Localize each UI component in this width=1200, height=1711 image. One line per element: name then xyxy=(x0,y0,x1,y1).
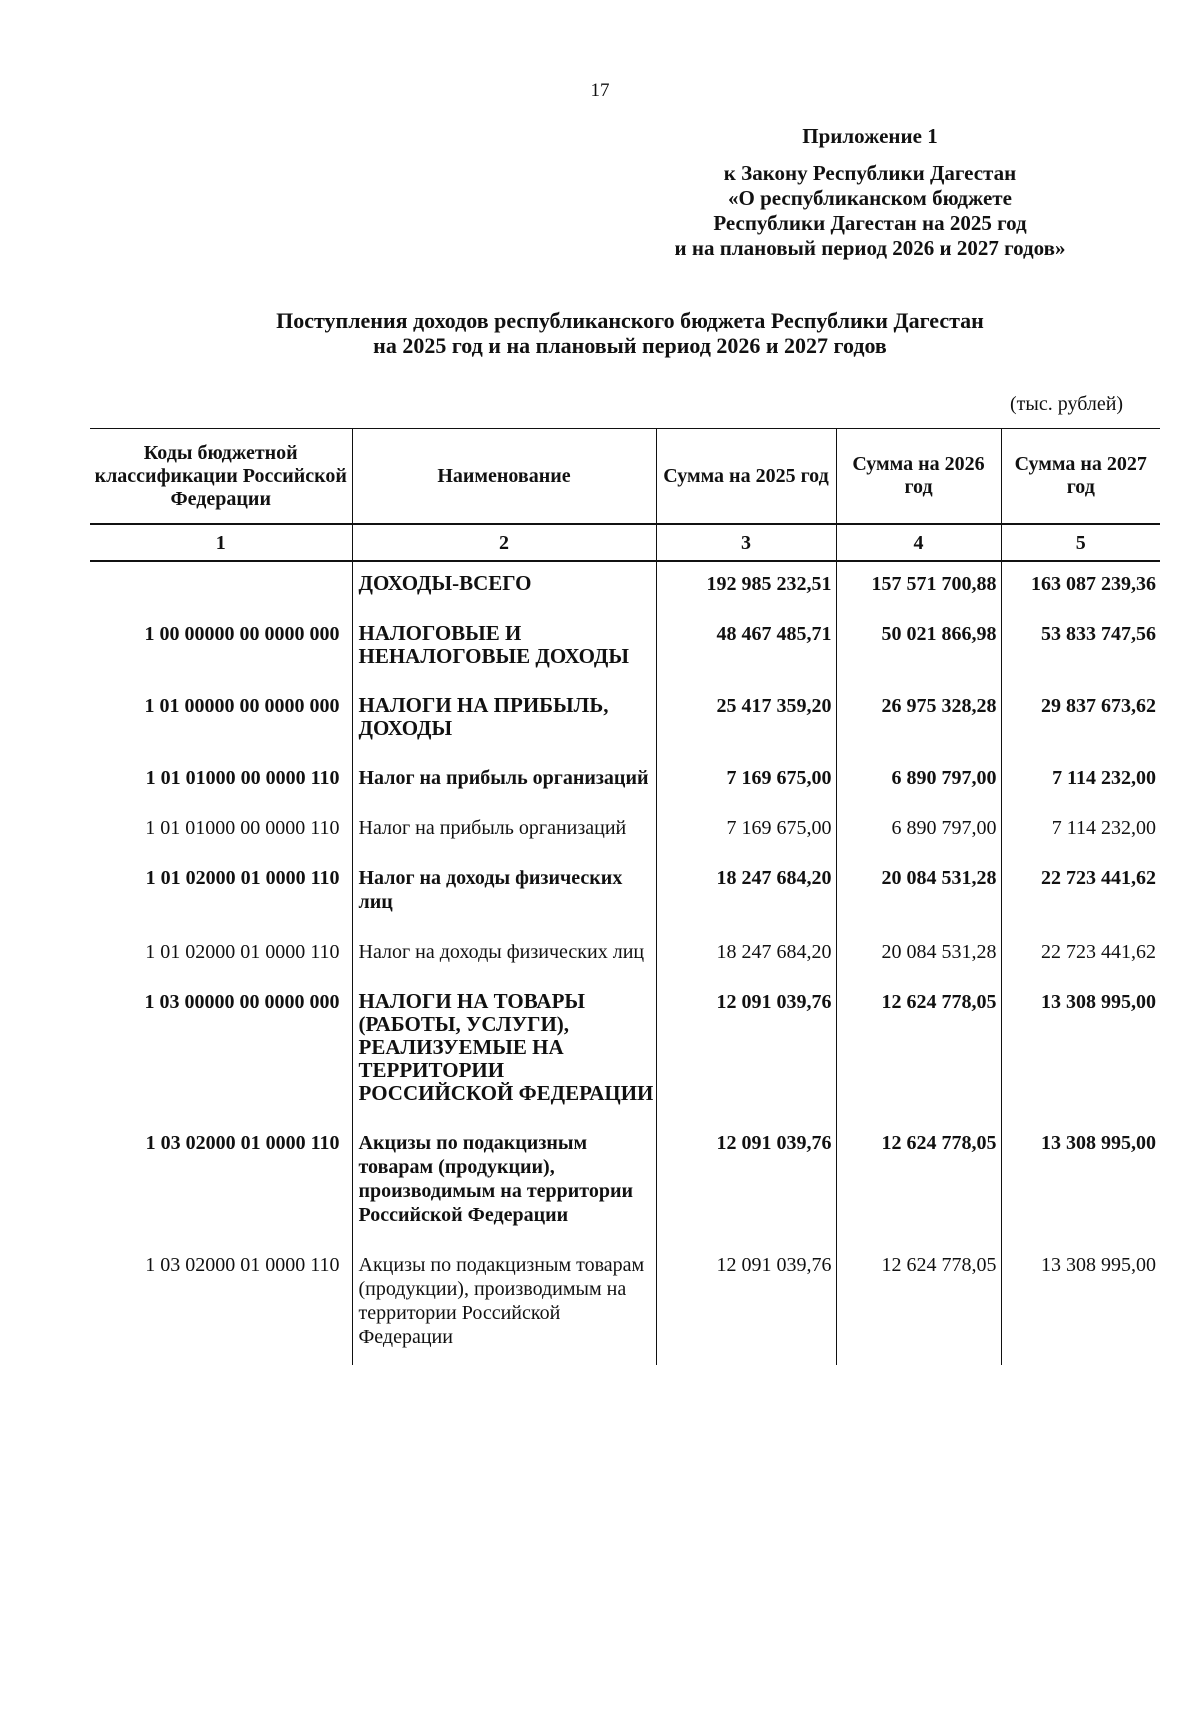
table-row xyxy=(90,980,1160,1121)
row-sum-2027: 53 833 747,56 xyxy=(1001,612,1160,684)
appendix-line-3: Республики Дагестан на 2025 год xyxy=(713,211,1027,235)
column-number: 1 xyxy=(90,524,352,561)
column-number-row xyxy=(90,524,1160,561)
row-name: НАЛОГИ НА ПРИБЫЛЬ, ДОХОДЫ xyxy=(352,684,656,756)
document-title-line-1: Поступления доходов республиканского бюджета Республики Дагестан xyxy=(276,308,984,333)
row-sum-2025: 12 091 039,76 xyxy=(656,1243,836,1365)
row-name: НАЛОГОВЫЕ И НЕНАЛОГОВЫЕ ДОХОДЫ xyxy=(352,612,656,684)
row-sum-2026: 26 975 328,28 xyxy=(836,684,1001,756)
table-row xyxy=(90,856,1160,930)
row-sum-2027: 7 114 232,00 xyxy=(1001,756,1160,806)
appendix-title: Приложение 1 xyxy=(802,124,938,148)
column-number: 2 xyxy=(352,524,656,561)
column-number: 5 xyxy=(1001,524,1160,561)
appendix-line-2: «О республиканском бюджете xyxy=(728,186,1012,210)
page-number: 17 xyxy=(590,80,610,101)
row-code: 1 01 01000 00 0000 110 xyxy=(145,767,340,789)
row-code: 1 00 00000 00 0000 000 xyxy=(144,623,340,645)
units-label: (тыс. рублей) xyxy=(1010,393,1124,415)
row-name: Налог на прибыль организаций xyxy=(352,756,656,806)
table-row xyxy=(90,930,1160,980)
column-number: 3 xyxy=(656,524,836,561)
row-sum-2027: 29 837 673,62 xyxy=(1001,684,1160,756)
row-sum-2027: 163 087 239,36 xyxy=(1001,561,1160,612)
row-code: 1 03 02000 01 0000 110 xyxy=(145,1132,340,1154)
header-code: Коды бюджетной классификации Российской Федерации xyxy=(90,429,352,525)
row-sum-2027: 22 723 441,62 xyxy=(1001,856,1160,930)
column-number: 4 xyxy=(836,524,1001,561)
row-name: НАЛОГИ НА ТОВАРЫ (РАБОТЫ, УСЛУГИ), РЕАЛИЗУЕМЫЕ НА ТЕРРИТОРИИ РОССИЙСКОЙ ФЕДЕРАЦИИ xyxy=(352,980,656,1121)
row-name: Акцизы по подакцизным товарам (продукции), производимым на территории Российской Федерации xyxy=(352,1243,656,1365)
row-code: 1 01 02000 01 0000 110 xyxy=(145,867,340,889)
row-sum-2025: 7 169 675,00 xyxy=(656,756,836,806)
row-sum-2025: 25 417 359,20 xyxy=(656,684,836,756)
appendix-header xyxy=(640,124,1100,261)
row-sum-2025: 48 467 485,71 xyxy=(656,612,836,684)
row-sum-2027: 13 308 995,00 xyxy=(1001,980,1160,1121)
row-sum-2026: 20 084 531,28 xyxy=(836,856,1001,930)
row-code: 1 01 02000 01 0000 110 xyxy=(145,941,340,963)
row-sum-2027: 13 308 995,00 xyxy=(1001,1121,1160,1243)
table-row xyxy=(90,1243,1160,1365)
row-name: Налог на доходы физических лиц xyxy=(352,856,656,930)
appendix-line-4: и на плановый период 2026 и 2027 годов» xyxy=(674,236,1066,260)
row-name: Акцизы по подакцизным товарам (продукции), производимым на территории Российской Федерации xyxy=(352,1121,656,1243)
revenue-table xyxy=(90,428,1160,1365)
header-sum-2026: Сумма на 2026 год xyxy=(836,429,1001,525)
row-code: 1 03 00000 00 0000 000 xyxy=(144,991,340,1013)
row-name: ДОХОДЫ-ВСЕГО xyxy=(352,561,656,612)
appendix-line-1: к Закону Республики Дагестан xyxy=(723,161,1017,185)
row-sum-2026: 12 624 778,05 xyxy=(836,980,1001,1121)
table-row xyxy=(90,612,1160,684)
row-sum-2026: 6 890 797,00 xyxy=(836,756,1001,806)
row-code: 1 01 00000 00 0000 000 xyxy=(144,695,340,717)
row-sum-2026: 6 890 797,00 xyxy=(836,806,1001,856)
row-sum-2025: 192 985 232,51 xyxy=(656,561,836,612)
table-row xyxy=(90,561,1160,612)
document-title-line-2: на 2025 год и на плановый период 2026 и 2027 годов xyxy=(373,333,887,358)
row-sum-2026: 157 571 700,88 xyxy=(836,561,1001,612)
header-name: Наименование xyxy=(352,429,656,525)
header-sum-2027: Сумма на 2027 год xyxy=(1001,429,1160,525)
row-sum-2025: 7 169 675,00 xyxy=(656,806,836,856)
table-row xyxy=(90,756,1160,806)
table-header-row xyxy=(90,429,1160,525)
table-row xyxy=(90,684,1160,756)
row-sum-2026: 50 021 866,98 xyxy=(836,612,1001,684)
row-name: Налог на прибыль организаций xyxy=(352,806,656,856)
table-row xyxy=(90,1121,1160,1243)
row-code: 1 03 02000 01 0000 110 xyxy=(145,1254,340,1276)
row-sum-2025: 18 247 684,20 xyxy=(656,930,836,980)
row-code: 1 01 01000 00 0000 110 xyxy=(145,817,340,839)
row-sum-2025: 12 091 039,76 xyxy=(656,980,836,1121)
row-sum-2026: 12 624 778,05 xyxy=(836,1121,1001,1243)
row-sum-2025: 12 091 039,76 xyxy=(656,1121,836,1243)
header-sum-2025: Сумма на 2025 год xyxy=(656,429,836,525)
row-sum-2027: 13 308 995,00 xyxy=(1001,1243,1160,1365)
row-sum-2027: 7 114 232,00 xyxy=(1001,806,1160,856)
row-sum-2025: 18 247 684,20 xyxy=(656,856,836,930)
row-sum-2026: 20 084 531,28 xyxy=(836,930,1001,980)
document-title xyxy=(140,308,1120,358)
table-row xyxy=(90,806,1160,856)
row-code xyxy=(90,561,352,612)
row-sum-2026: 12 624 778,05 xyxy=(836,1243,1001,1365)
row-sum-2027: 22 723 441,62 xyxy=(1001,930,1160,980)
row-name: Налог на доходы физических лиц xyxy=(352,930,656,980)
